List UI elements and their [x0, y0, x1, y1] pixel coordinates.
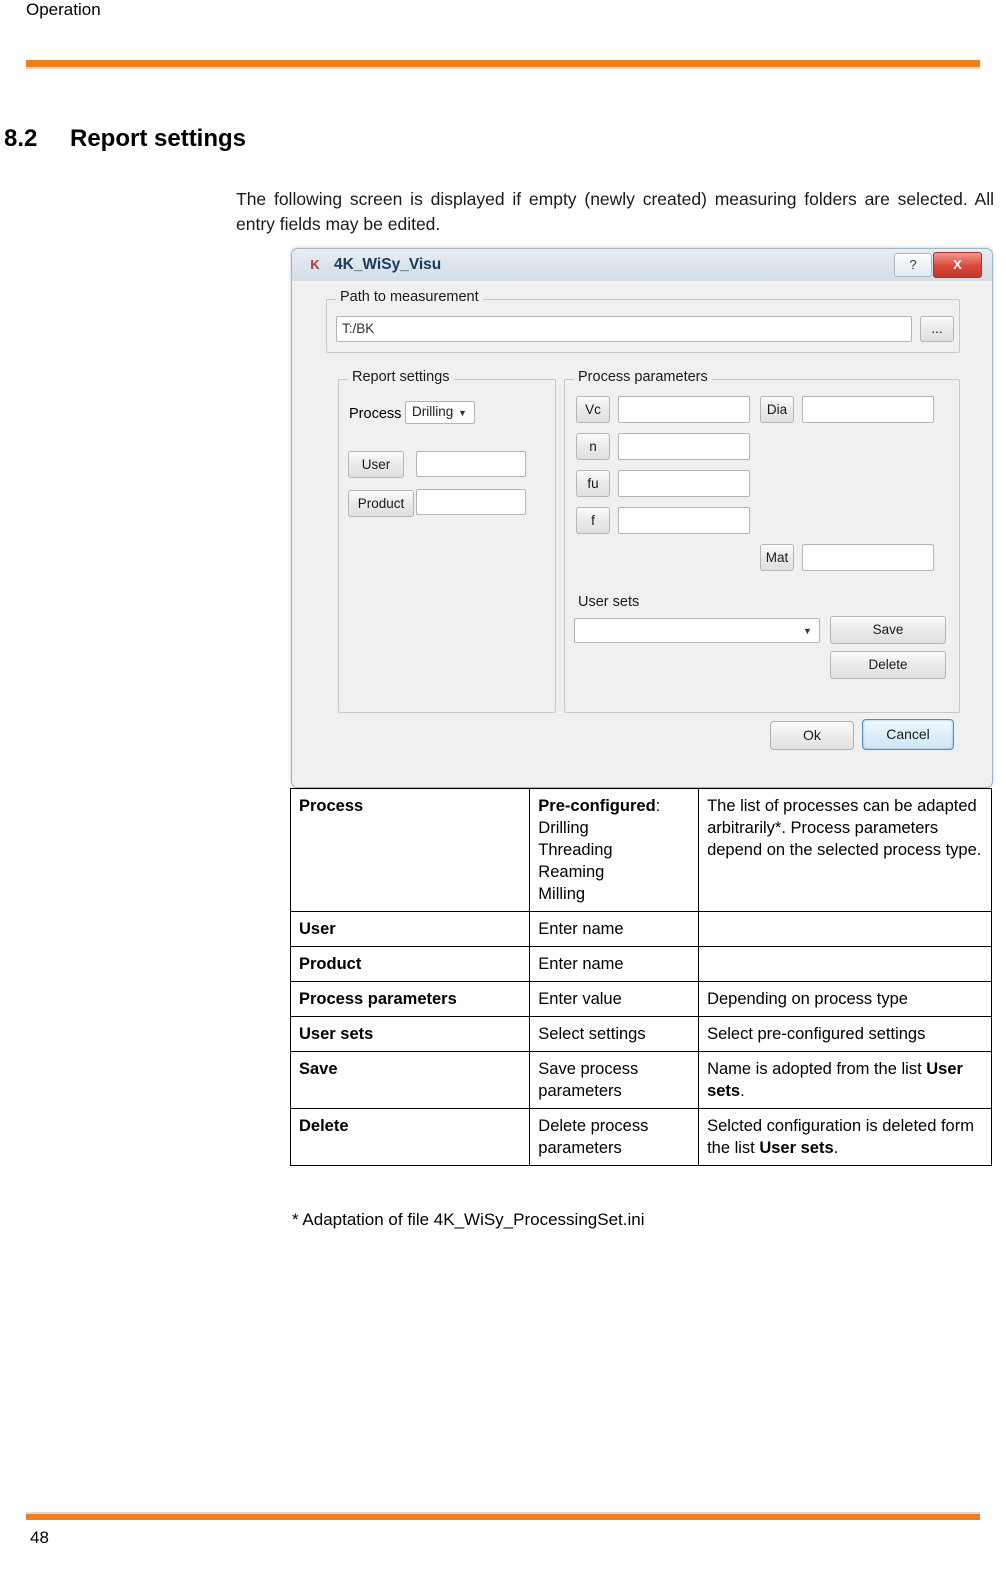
- cell-save-note: [699, 1052, 992, 1109]
- table-row: [291, 1109, 992, 1166]
- process-parameters-group-label: Process parameters: [574, 369, 712, 385]
- cell-user-name: User: [291, 912, 530, 947]
- cell-process-parameters-value: Enter value: [530, 982, 699, 1017]
- help-button[interactable]: ?: [894, 253, 932, 277]
- save-note-pre: Name is adopted from the list: [707, 1060, 927, 1078]
- dialog-title: 4K_WiSy_Visu: [334, 256, 442, 273]
- process-select-value: Drilling: [412, 404, 454, 419]
- param-n-label[interactable]: n: [576, 433, 610, 460]
- cell-user-sets-name: User sets: [291, 1017, 530, 1052]
- cell-save-value: Save process parameters: [530, 1052, 699, 1109]
- cell-process-values: [530, 789, 699, 912]
- delete-note-pre: Selcted configuration is deleted form the list: [707, 1117, 974, 1157]
- preconfigured-label: Pre-configured: [538, 797, 656, 815]
- cell-user-sets-value: Select settings: [530, 1017, 699, 1052]
- cell-delete-value: Delete process parameters: [530, 1109, 699, 1166]
- delete-note-bold: User sets: [759, 1139, 834, 1157]
- cell-user-value: Enter name: [530, 912, 699, 947]
- dialog-screenshot: [291, 248, 993, 788]
- cell-product-note: [699, 947, 992, 982]
- mat-label[interactable]: Mat: [760, 544, 794, 571]
- product-input[interactable]: [416, 489, 526, 515]
- save-note-post: .: [740, 1082, 745, 1100]
- table-row: [291, 947, 992, 982]
- param-fu-input[interactable]: [618, 470, 750, 497]
- cell-process-parameters-name: Process parameters: [291, 982, 530, 1017]
- user-button[interactable]: User: [348, 451, 404, 478]
- cell-product-name: Product: [291, 947, 530, 982]
- cell-process-name: Process: [291, 789, 530, 912]
- preconfigured-colon: :: [655, 797, 661, 815]
- settings-table: [290, 788, 992, 1166]
- running-header: Operation: [26, 0, 101, 19]
- page-title: Report settings: [70, 125, 247, 152]
- product-button[interactable]: Product: [348, 490, 414, 517]
- table-row: [291, 1017, 992, 1052]
- chevron-down-icon: ▼: [803, 625, 812, 636]
- process-label: Process: [349, 406, 402, 422]
- table-row: [291, 912, 992, 947]
- intro-paragraph: The following screen is displayed if empty (newly created) measuring folders are selected. All entry fields may be edited.: [236, 189, 994, 234]
- chevron-down-icon: ▼: [458, 407, 467, 418]
- param-vc-label[interactable]: Vc: [576, 396, 610, 423]
- param-vc-input[interactable]: [618, 396, 750, 423]
- cell-delete-note: [699, 1109, 992, 1166]
- report-settings-group-label: Report settings: [348, 369, 454, 385]
- dia-input[interactable]: [802, 396, 934, 423]
- path-input[interactable]: T:/BK: [336, 316, 912, 342]
- dialog-titlebar: [292, 249, 992, 282]
- user-input[interactable]: [416, 451, 526, 477]
- user-sets-select[interactable]: [574, 618, 820, 643]
- dialog-body: [292, 281, 992, 787]
- dia-label[interactable]: Dia: [760, 396, 794, 423]
- param-f-input[interactable]: [618, 507, 750, 534]
- save-note-bold: User sets: [707, 1060, 963, 1100]
- table-row: [291, 982, 992, 1017]
- close-button[interactable]: X: [933, 252, 982, 278]
- param-n-input[interactable]: [618, 433, 750, 460]
- cell-process-note: The list of processes can be adapted arbitrarily*. Process parameters depend on the selected process type.: [699, 789, 992, 912]
- header-rule: [26, 60, 980, 67]
- process-option-drilling: Drilling: [538, 819, 589, 837]
- cell-save-name: Save: [291, 1052, 530, 1109]
- mat-input[interactable]: [802, 544, 934, 571]
- section-number: 8.2: [4, 125, 38, 152]
- process-option-reaming: Reaming: [538, 863, 605, 881]
- delete-note-post: .: [833, 1139, 839, 1157]
- process-select[interactable]: [405, 401, 475, 424]
- cancel-button[interactable]: Cancel: [862, 719, 954, 750]
- header-rule-secondary: [26, 67, 980, 69]
- path-group-label: Path to measurement: [336, 289, 483, 305]
- footer-rule: [26, 1514, 980, 1520]
- cell-product-value: Enter name: [530, 947, 699, 982]
- delete-button[interactable]: Delete: [830, 651, 946, 679]
- user-sets-group-label: User sets: [574, 594, 643, 610]
- process-option-threading: Threading: [538, 841, 613, 859]
- param-f-label[interactable]: f: [576, 507, 610, 534]
- report-settings-group: [338, 379, 556, 713]
- app-icon: K: [310, 257, 320, 272]
- process-option-milling: Milling: [538, 885, 586, 903]
- cell-user-note: [699, 912, 992, 947]
- ok-button[interactable]: Ok: [770, 721, 854, 750]
- table-row: [291, 1052, 992, 1109]
- table-row: [291, 789, 992, 912]
- param-fu-label[interactable]: fu: [576, 470, 610, 497]
- browse-button[interactable]: ...: [920, 316, 954, 342]
- save-button[interactable]: Save: [830, 616, 946, 644]
- cell-user-sets-note: Select pre-configured settings: [699, 1017, 992, 1052]
- cell-delete-name: Delete: [291, 1109, 530, 1166]
- cell-process-parameters-note: Depending on process type: [699, 982, 992, 1017]
- footnote: * Adaptation of file 4K_WiSy_ProcessingSet.ini: [292, 1210, 645, 1229]
- page-number: 48: [30, 1528, 49, 1547]
